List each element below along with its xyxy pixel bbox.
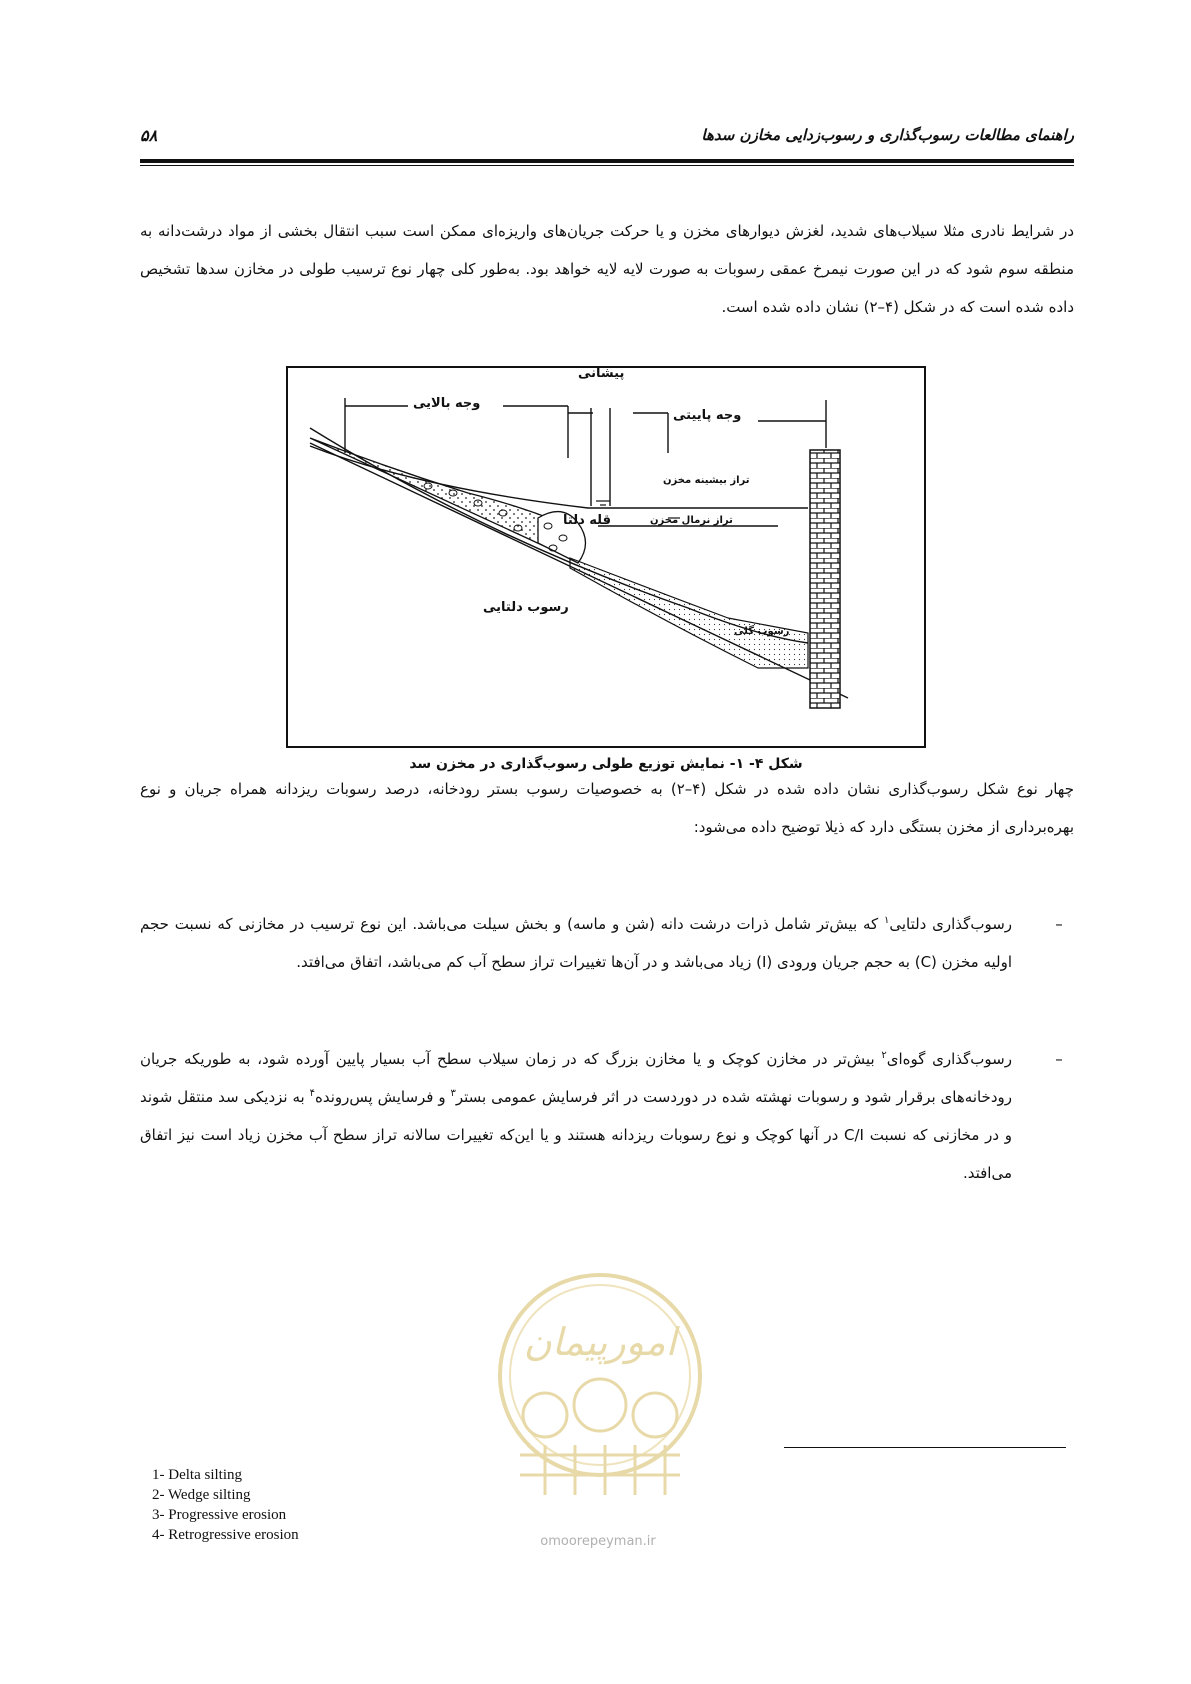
figure-diagram bbox=[288, 368, 928, 750]
dam-wall bbox=[810, 450, 840, 708]
watermark-logo bbox=[485, 1265, 715, 1535]
label-crest: پیشانی bbox=[578, 366, 625, 381]
bullet-dash: – bbox=[1055, 915, 1063, 933]
svg-text:امورپیمان: امورپیمان bbox=[523, 1320, 677, 1364]
bullet-body: به نزدیکی سد منتقل شوند و در مخازنی که نسبت C/I در آنها کوچک و نوع رسوبات ریزدانه هستند و یا این‌که تغییرات سالانه تراز سطح آب مخزن زیاد است نیز اتفاق می‌افتد. bbox=[140, 1088, 1013, 1182]
footnote-ref: ۲ bbox=[881, 1050, 887, 1061]
footnote-item: 4- Retrogressive erosion bbox=[152, 1527, 299, 1543]
mud-deposit bbox=[570, 558, 808, 668]
bullet-text bbox=[140, 1040, 1012, 1192]
page-header bbox=[140, 126, 1074, 162]
bullet-wedge-silting bbox=[140, 1040, 1074, 1192]
figure-caption: شکل ۴- ۱- نمایش توزیع طولی رسوب‌گذاری در مخزن سد bbox=[409, 756, 803, 772]
footnotes bbox=[152, 1465, 299, 1545]
bed-slope bbox=[310, 443, 848, 698]
bullet-delta-silting bbox=[140, 905, 1074, 981]
label-mud-deposit: رسوب گلی bbox=[734, 626, 790, 637]
bullet-dash: – bbox=[1055, 1050, 1063, 1068]
footnote-ref: ۳ bbox=[450, 1088, 456, 1099]
label-max-level: تراز بیشینه مخزن bbox=[663, 475, 750, 486]
page-number: ۵۸ bbox=[140, 126, 158, 145]
label-topset: وجه بالایی bbox=[413, 396, 481, 411]
footnote-rule bbox=[784, 1447, 1066, 1448]
bullet-body: که بیش‌تر شامل ذرات درشت دانه (شن و ماسه) و بخش سیلت می‌باشد. این نوع ترسیب در مخازنی که نسبت حجم اولیه مخزن (C) به حجم جریان ورودی (I) زیاد می‌باشد و در آن‌ها تغییرات تراز سطح آب کم می‌باشد، اتفاق می‌افتد. bbox=[140, 915, 1012, 971]
footnote-ref: ۱ bbox=[883, 915, 890, 926]
label-delta-deposit: رسوب دلتایی bbox=[483, 600, 569, 615]
label-bottomset: وجه پاییتی bbox=[673, 408, 742, 423]
watermark-url: omoorepeyman.ir bbox=[540, 1534, 656, 1549]
paragraph-types: چهار نوع شکل رسوب‌گذاری نشان داده شده در شکل (۴–۲) به خصوصیات رسوب بستر رودخانه، درصد رسوبات ریزدانه همراه جریان و نوع بهره‌برداری از مخزن بستگی دارد که ذیلا توضیح داده می‌شود: bbox=[140, 780, 1074, 836]
bullet-body: و فرسایش پس‌رونده bbox=[315, 1088, 451, 1106]
header-rule-thick bbox=[140, 159, 1074, 163]
bullet-body: بیش‌تر در مخازن کوچک و یا مخازن بزرگ که در زمان سیلاب سطح آب بسیار پایین آورده شود، به طوریکه جریان رودخانه‌های برقرار شود و رسوبات نهشته شده در دوردست در اثر فرسایش عمومی بستر bbox=[140, 1050, 1012, 1106]
footnote-ref: ۴ bbox=[309, 1088, 315, 1099]
label-normal-level: تراز نرمال مخزن bbox=[650, 515, 733, 526]
footnote-item: 1- Delta silting bbox=[152, 1467, 242, 1483]
running-title: راهنمای مطالعات رسوب‌گذاری و رسوب‌زدایی مخازن سدها bbox=[701, 126, 1074, 144]
bullet-term: رسوب‌گذاری گوه‌ای bbox=[886, 1050, 1012, 1068]
footnote-item: 3- Progressive erosion bbox=[152, 1507, 287, 1523]
paragraph-intro: در شرایط نادری مثلا سیلاب‌های شدید، لغزش دیوارهای مخزن و یا حرکت جریان‌های واریزه‌ای ممکن است سبب انتقال بخشی از مواد درشت‌دانه به منطقه سوم شود که در این صورت نیمرخ عمقی رسوبات به صورت لایه لایه خواهد بود. به‌طور کلی چهار نوع ترسیب طولی در مخازن سدها تشخیص داده شده است که در شکل (۴–۲) نشان داده شده است. bbox=[140, 222, 1074, 316]
label-delta-peak: قله دلتا bbox=[563, 513, 611, 528]
header-rule-thin bbox=[140, 165, 1074, 166]
bullet-text bbox=[140, 905, 1012, 981]
figure-sediment-distribution bbox=[286, 366, 926, 748]
footnote-item: 2- Wedge silting bbox=[152, 1487, 251, 1503]
bullet-term: رسوب‌گذاری دلتایی bbox=[889, 915, 1013, 933]
